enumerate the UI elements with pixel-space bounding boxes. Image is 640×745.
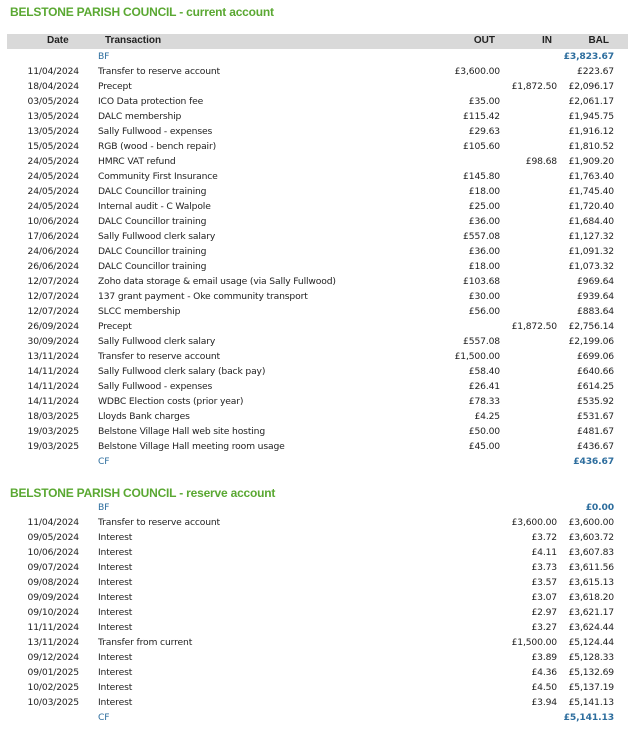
cf-label: CF bbox=[98, 456, 110, 467]
row-out: £25.00 bbox=[468, 201, 500, 212]
row-transaction: Zoho data storage & email usage (via Sally Fullwood) bbox=[98, 276, 336, 287]
row-date: 09/10/2024 bbox=[27, 607, 79, 618]
row-date: 09/07/2024 bbox=[27, 562, 79, 573]
row-in: £4.36 bbox=[531, 667, 557, 678]
row-transaction: RGB (wood - bench repair) bbox=[98, 141, 217, 152]
table-row bbox=[0, 200, 640, 215]
row-transaction: Interest bbox=[98, 622, 133, 633]
row-balance: £1,945.75 bbox=[568, 111, 614, 122]
row-transaction: WDBC Election costs (prior year) bbox=[98, 396, 244, 407]
row-out: £36.00 bbox=[468, 246, 500, 257]
table-row bbox=[0, 140, 640, 155]
row-balance: £3,615.13 bbox=[568, 577, 614, 588]
row-transaction: DALC Councillor training bbox=[98, 216, 207, 227]
row-balance: £1,909.20 bbox=[568, 156, 614, 167]
row-transaction: Lloyds Bank charges bbox=[98, 411, 190, 422]
table-row bbox=[0, 380, 640, 395]
row-balance: £1,073.32 bbox=[568, 261, 614, 272]
table-row bbox=[0, 440, 640, 455]
row-transaction: SLCC membership bbox=[98, 306, 181, 317]
table-row bbox=[0, 696, 640, 711]
row-date: 09/01/2025 bbox=[27, 667, 79, 678]
row-out: £50.00 bbox=[468, 426, 500, 437]
header-out: OUT bbox=[473, 35, 495, 46]
row-date: 24/05/2024 bbox=[27, 201, 79, 212]
row-out: £18.00 bbox=[468, 261, 500, 272]
title-main: BELSTONE PARISH COUNCIL bbox=[10, 5, 177, 19]
row-balance: £3,621.17 bbox=[568, 607, 614, 618]
row-out: £557.08 bbox=[463, 231, 500, 242]
row-transaction: Sally Fullwood clerk salary bbox=[98, 336, 216, 347]
row-balance: £5,132.69 bbox=[568, 667, 614, 678]
row-date: 19/03/2025 bbox=[27, 441, 79, 452]
table-row bbox=[0, 170, 640, 185]
row-transaction: DALC Councillor training bbox=[98, 246, 207, 257]
row-date: 09/05/2024 bbox=[27, 532, 79, 543]
table-row bbox=[0, 546, 640, 561]
row-in: £3.94 bbox=[531, 697, 557, 708]
table-row bbox=[0, 65, 640, 80]
row-out: £58.40 bbox=[468, 366, 500, 377]
row-balance: £969.64 bbox=[577, 276, 614, 287]
row-out: £18.00 bbox=[468, 186, 500, 197]
row-balance: £1,684.40 bbox=[568, 216, 614, 227]
row-date: 12/07/2024 bbox=[27, 276, 79, 287]
current-account-title bbox=[10, 5, 274, 19]
row-date: 15/05/2024 bbox=[27, 141, 79, 152]
row-balance: £2,756.14 bbox=[568, 321, 614, 332]
cf-balance: £436.67 bbox=[573, 456, 614, 467]
header-bal: BAL bbox=[588, 35, 609, 46]
row-balance: £3,618.20 bbox=[568, 592, 614, 603]
row-out: £115.42 bbox=[463, 111, 500, 122]
row-balance: £2,061.17 bbox=[568, 96, 614, 107]
row-date: 13/05/2024 bbox=[27, 126, 79, 137]
row-date: 09/09/2024 bbox=[27, 592, 79, 603]
table-row bbox=[0, 395, 640, 410]
bf-label: BF bbox=[98, 51, 110, 62]
row-date: 11/04/2024 bbox=[27, 517, 79, 528]
row-out: £4.25 bbox=[474, 411, 500, 422]
table-row bbox=[0, 576, 640, 591]
table-header bbox=[7, 34, 628, 49]
row-in: £98.68 bbox=[525, 156, 557, 167]
cf-balance: £5,141.13 bbox=[563, 712, 614, 723]
row-transaction: Precept bbox=[98, 321, 132, 332]
header-transaction: Transaction bbox=[105, 35, 162, 46]
table-row bbox=[0, 290, 640, 305]
row-date: 14/11/2024 bbox=[27, 366, 79, 377]
row-out: £45.00 bbox=[468, 441, 500, 452]
row-out: £26.41 bbox=[468, 381, 500, 392]
row-balance: £1,916.12 bbox=[568, 126, 614, 137]
row-balance: £640.66 bbox=[577, 366, 614, 377]
row-balance: £1,763.40 bbox=[568, 171, 614, 182]
table-row bbox=[0, 230, 640, 245]
row-date: 18/03/2025 bbox=[27, 411, 79, 422]
reserve-account-title bbox=[10, 486, 275, 500]
row-date: 10/02/2025 bbox=[27, 682, 79, 693]
title-sub: - reserve account bbox=[176, 486, 276, 500]
row-out: £30.00 bbox=[468, 291, 500, 302]
table-row bbox=[0, 681, 640, 696]
row-transaction: Interest bbox=[98, 562, 133, 573]
table-row bbox=[0, 636, 640, 651]
row-date: 19/03/2025 bbox=[27, 426, 79, 437]
row-date: 30/09/2024 bbox=[27, 336, 79, 347]
row-in: £3.27 bbox=[531, 622, 557, 633]
row-in: £3.89 bbox=[531, 652, 557, 663]
row-out: £36.00 bbox=[468, 216, 500, 227]
row-in: £3.73 bbox=[531, 562, 557, 573]
bf-label: BF bbox=[98, 502, 110, 513]
row-date: 14/11/2024 bbox=[27, 396, 79, 407]
row-transaction: Transfer to reserve account bbox=[98, 351, 221, 362]
row-date: 10/03/2025 bbox=[27, 697, 79, 708]
table-row bbox=[0, 305, 640, 320]
row-balance: £3,607.83 bbox=[568, 547, 614, 558]
table-row bbox=[0, 425, 640, 440]
row-out: £145.80 bbox=[463, 171, 500, 182]
row-out: £105.60 bbox=[463, 141, 500, 152]
row-transaction: Interest bbox=[98, 697, 133, 708]
row-balance: £531.67 bbox=[577, 411, 614, 422]
row-in: £1,872.50 bbox=[511, 321, 557, 332]
row-balance: £883.64 bbox=[577, 306, 614, 317]
row-balance: £2,096.17 bbox=[568, 81, 614, 92]
row-transaction: 137 grant payment - Oke community transport bbox=[98, 291, 308, 302]
row-transaction: Interest bbox=[98, 577, 133, 588]
title-main: BELSTONE PARISH COUNCIL bbox=[10, 486, 177, 500]
row-date: 13/11/2024 bbox=[27, 351, 79, 362]
row-balance: £5,128.33 bbox=[568, 652, 614, 663]
table-row bbox=[0, 245, 640, 260]
row-date: 12/07/2024 bbox=[27, 291, 79, 302]
table-row bbox=[0, 365, 640, 380]
row-out: £103.68 bbox=[463, 276, 500, 287]
table-row bbox=[0, 410, 640, 425]
cf-row bbox=[0, 455, 640, 470]
row-balance: £1,091.32 bbox=[568, 246, 614, 257]
row-transaction: Sally Fullwood clerk salary (back pay) bbox=[98, 366, 266, 377]
cf-label: CF bbox=[98, 712, 110, 723]
row-transaction: DALC Councillor training bbox=[98, 261, 207, 272]
row-balance: £1,720.40 bbox=[568, 201, 614, 212]
row-date: 24/05/2024 bbox=[27, 171, 79, 182]
row-balance: £614.25 bbox=[577, 381, 614, 392]
table-row bbox=[0, 335, 640, 350]
row-date: 24/05/2024 bbox=[27, 156, 79, 167]
table-row bbox=[0, 350, 640, 365]
row-date: 11/11/2024 bbox=[27, 622, 79, 633]
row-balance: £939.64 bbox=[577, 291, 614, 302]
row-transaction: Transfer to reserve account bbox=[98, 66, 221, 77]
row-date: 26/06/2024 bbox=[27, 261, 79, 272]
row-balance: £3,624.44 bbox=[568, 622, 614, 633]
row-date: 09/12/2024 bbox=[27, 652, 79, 663]
table-row bbox=[0, 95, 640, 110]
row-balance: £2,199.06 bbox=[568, 336, 614, 347]
table-row bbox=[0, 215, 640, 230]
row-in: £4.50 bbox=[531, 682, 557, 693]
row-date: 14/11/2024 bbox=[27, 381, 79, 392]
row-date: 18/04/2024 bbox=[27, 81, 79, 92]
row-balance: £3,603.72 bbox=[568, 532, 614, 543]
row-date: 12/07/2024 bbox=[27, 306, 79, 317]
table-row bbox=[0, 110, 640, 125]
row-transaction: Interest bbox=[98, 667, 133, 678]
row-date: 13/11/2024 bbox=[27, 637, 79, 648]
row-in: £3.07 bbox=[531, 592, 557, 603]
row-in: £3,600.00 bbox=[511, 517, 557, 528]
row-transaction: ICO Data protection fee bbox=[98, 96, 204, 107]
row-date: 03/05/2024 bbox=[27, 96, 79, 107]
row-transaction: Interest bbox=[98, 607, 133, 618]
table-row bbox=[0, 320, 640, 335]
row-balance: £1,745.40 bbox=[568, 186, 614, 197]
row-transaction: Interest bbox=[98, 532, 133, 543]
row-transaction: DALC membership bbox=[98, 111, 182, 122]
cf-row bbox=[0, 711, 640, 726]
row-in: £1,872.50 bbox=[511, 81, 557, 92]
row-transaction: Sally Fullwood - expenses bbox=[98, 126, 213, 137]
table-row bbox=[0, 275, 640, 290]
row-out: £78.33 bbox=[468, 396, 500, 407]
row-transaction: Sally Fullwood clerk salary bbox=[98, 231, 216, 242]
header-in: IN bbox=[542, 35, 552, 46]
bf-balance: £3,823.67 bbox=[563, 51, 614, 62]
table-row bbox=[0, 591, 640, 606]
row-balance: £481.67 bbox=[577, 426, 614, 437]
row-balance: £5,141.13 bbox=[568, 697, 614, 708]
table-row bbox=[0, 606, 640, 621]
bf-balance: £0.00 bbox=[585, 502, 614, 513]
row-date: 10/06/2024 bbox=[27, 216, 79, 227]
row-balance: £223.67 bbox=[577, 66, 614, 77]
row-date: 13/05/2024 bbox=[27, 111, 79, 122]
row-balance: £699.06 bbox=[577, 351, 614, 362]
row-transaction: Interest bbox=[98, 652, 133, 663]
row-balance: £1,127.32 bbox=[568, 231, 614, 242]
table-row bbox=[0, 516, 640, 531]
row-out: £3,600.00 bbox=[454, 66, 500, 77]
row-transaction: Belstone Village Hall web site hosting bbox=[98, 426, 266, 437]
row-transaction: Interest bbox=[98, 682, 133, 693]
row-transaction: Interest bbox=[98, 547, 133, 558]
row-in: £3.57 bbox=[531, 577, 557, 588]
row-balance: £535.92 bbox=[577, 396, 614, 407]
row-transaction: Interest bbox=[98, 592, 133, 603]
table-row bbox=[0, 666, 640, 681]
row-date: 09/08/2024 bbox=[27, 577, 79, 588]
row-date: 26/09/2024 bbox=[27, 321, 79, 332]
row-transaction: Transfer from current bbox=[98, 637, 193, 648]
row-date: 24/06/2024 bbox=[27, 246, 79, 257]
row-out: £35.00 bbox=[468, 96, 500, 107]
table-row bbox=[0, 651, 640, 666]
row-transaction: Precept bbox=[98, 81, 132, 92]
row-balance: £436.67 bbox=[577, 441, 614, 452]
table-row bbox=[0, 260, 640, 275]
row-balance: £3,611.56 bbox=[568, 562, 614, 573]
bf-row bbox=[0, 50, 640, 65]
table-row bbox=[0, 561, 640, 576]
row-transaction: Sally Fullwood - expenses bbox=[98, 381, 213, 392]
row-in: £1,500.00 bbox=[511, 637, 557, 648]
title-sub: - current account bbox=[176, 5, 274, 19]
table-row bbox=[0, 80, 640, 95]
bf-row bbox=[0, 501, 640, 516]
table-row bbox=[0, 155, 640, 170]
row-out: £557.08 bbox=[463, 336, 500, 347]
row-out: £29.63 bbox=[468, 126, 500, 137]
row-transaction: HMRC VAT refund bbox=[98, 156, 176, 167]
row-date: 17/06/2024 bbox=[27, 231, 79, 242]
row-in: £4.11 bbox=[531, 547, 557, 558]
table-row bbox=[0, 185, 640, 200]
row-out: £1,500.00 bbox=[454, 351, 500, 362]
row-balance: £5,124.44 bbox=[568, 637, 614, 648]
row-transaction: Community First Insurance bbox=[98, 171, 218, 182]
row-in: £3.72 bbox=[531, 532, 557, 543]
row-date: 11/04/2024 bbox=[27, 66, 79, 77]
row-transaction: DALC Councillor training bbox=[98, 186, 207, 197]
row-balance: £5,137.19 bbox=[568, 682, 614, 693]
row-balance: £1,810.52 bbox=[568, 141, 614, 152]
table-row bbox=[0, 531, 640, 546]
row-balance: £3,600.00 bbox=[568, 517, 614, 528]
row-date: 10/06/2024 bbox=[27, 547, 79, 558]
row-transaction: Internal audit - C Walpole bbox=[98, 201, 211, 212]
table-row bbox=[0, 621, 640, 636]
row-in: £2.97 bbox=[531, 607, 557, 618]
header-date: Date bbox=[47, 35, 69, 46]
row-transaction: Transfer to reserve account bbox=[98, 517, 221, 528]
table-row bbox=[0, 125, 640, 140]
row-date: 24/05/2024 bbox=[27, 186, 79, 197]
row-transaction: Belstone Village Hall meeting room usage bbox=[98, 441, 285, 452]
row-out: £56.00 bbox=[468, 306, 500, 317]
